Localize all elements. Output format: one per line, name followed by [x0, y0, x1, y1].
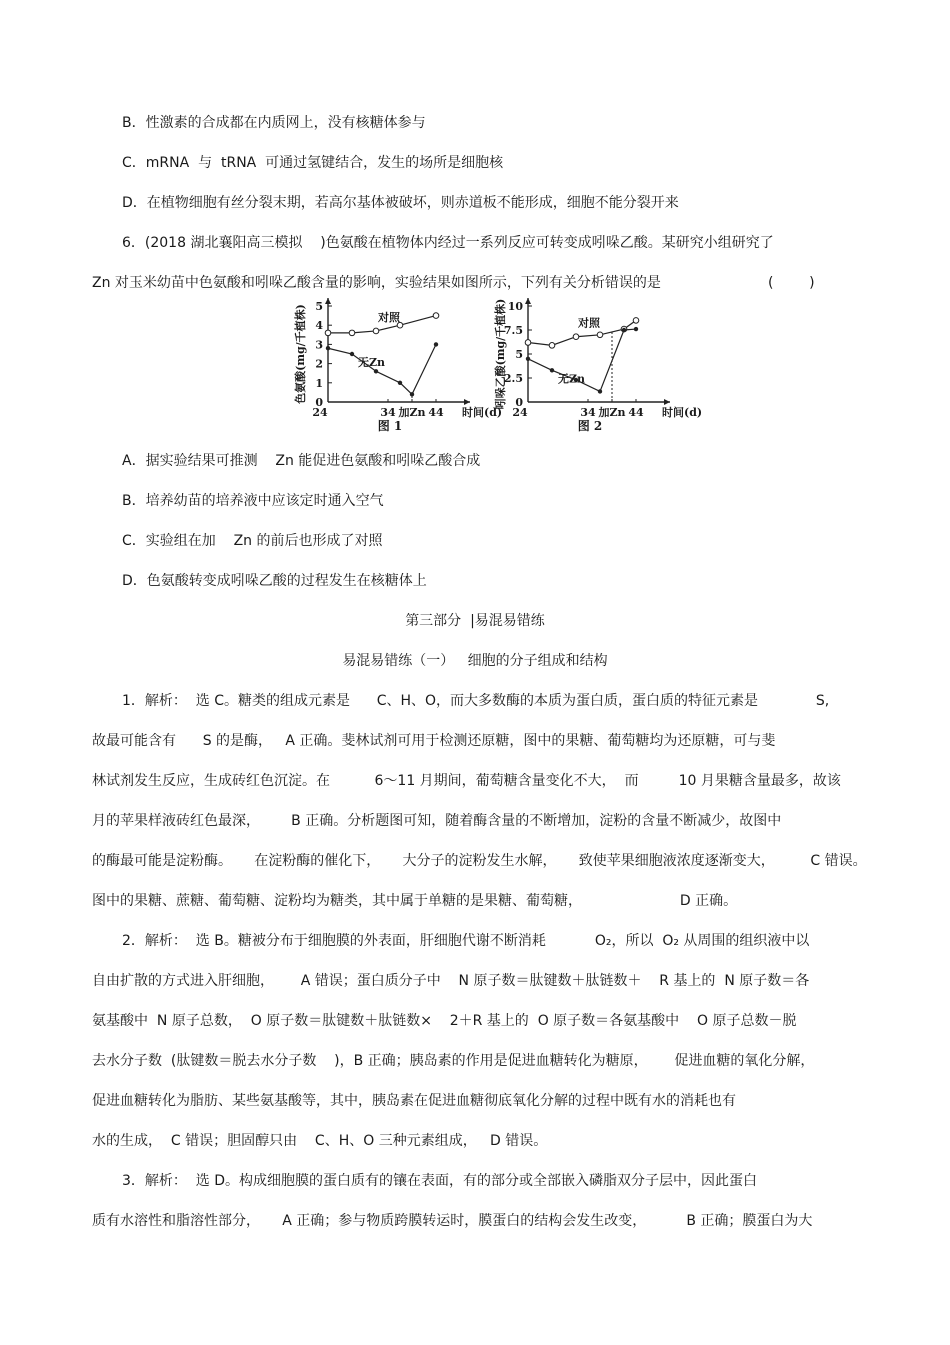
option-c-line: C．mRNA 与 tRNA 可通过氢键结合，发生的场所是细胞核 [122, 155, 504, 171]
x-tick-label: 24 [512, 406, 528, 419]
data-point-control [349, 330, 355, 336]
data-point-control [433, 313, 439, 319]
q6-option-a: A．据实验结果可推测 Zn 能促进色氨酸和吲哚乙酸合成 [122, 453, 481, 469]
answer-paren: ( ) [768, 275, 815, 291]
y-tick-label: 0 [315, 396, 323, 409]
data-point-no-zn [634, 327, 638, 331]
data-point-no-zn [374, 369, 378, 373]
y-tick-label: 2.5 [503, 372, 523, 385]
y-tick-label: 2 [315, 357, 323, 371]
data-point-no-zn [410, 392, 414, 396]
data-point-no-zn [326, 346, 330, 350]
x-tick-label: 加Zn [398, 406, 426, 419]
data-point-control [573, 334, 579, 340]
x-tick-label: 加Zn [598, 406, 626, 419]
y-tick-label: 1 [315, 376, 323, 390]
x-axis-label: 时间(d) [462, 406, 503, 419]
series-line-no-zn [328, 344, 436, 394]
option-b-line: B．性激素的合成都在内质网上，没有核糖体参与 [122, 115, 426, 131]
answer-2-line: 2．解析： 选 B。糖被分布于细胞膜的外表面，肝细胞代谢不断消耗 O₂，所以 O₂ 从周围的组织液中以 [122, 933, 810, 949]
y-axis-arrow [525, 298, 531, 304]
y-axis-label: 吲哚乙酸(mg/千植株) [494, 298, 507, 410]
data-point-no-zn [598, 389, 602, 393]
answer-2-line: 去水分子数 (肽键数＝脱去水分子数 )，B 正确；胰岛素的作用是促进血糖转化为糖原， 促进血糖的氧化分解， [92, 1053, 815, 1069]
q6-option-d: D．色氨酸转变成吲哚乙酸的过程发生在核糖体上 [122, 573, 427, 589]
answer-2-line: 自由扩散的方式进入肝细胞， A 错误；蛋白质分子中 N 原子数＝肽键数＋肽链数＋ R 基上的 N 原子数＝各 [92, 973, 810, 989]
series-label: 无Zn [558, 372, 586, 386]
q6-option-b: B．培养幼苗的培养液中应该定时通入空气 [122, 493, 384, 509]
x-tick-label: 34 [580, 406, 596, 419]
data-point-no-zn [434, 342, 438, 346]
series-label: 无Zn [358, 356, 386, 369]
question-6-stem-line1: 6．(2018 湖北襄阳高三模拟 )色氨酸在植物体内经过一系列反应可转变成吲哚乙酸。某研究小组研究了 [122, 235, 774, 251]
series-label: 对照 [578, 316, 600, 330]
x-axis-label: 时间(d) [662, 406, 703, 419]
data-point-no-zn [526, 357, 530, 361]
data-point-control [525, 340, 531, 346]
x-tick-label: 44 [428, 406, 444, 419]
chart-title: 图 2 [577, 419, 603, 433]
y-tick-label: 10 [507, 300, 523, 313]
answer-3-line: 3．解析： 选 D。构成细胞膜的蛋白质有的镶在表面，有的部分或全部嵌入磷脂双分子层中，因此蛋白 [122, 1173, 758, 1189]
data-point-control [597, 332, 603, 338]
x-axis-arrow [664, 399, 670, 405]
answer-2-line: 氨基酸中 N 原子总数， O 原子数＝肽键数＋肽链数× 2＋R 基上的 O 原子数＝各氨基酸中 O 原子总数－脱 [92, 1013, 797, 1029]
data-point-control [633, 318, 639, 324]
y-axis-arrow [325, 298, 331, 304]
question-6-stem-line2: Zn 对玉米幼苗中色氨酸和吲哚乙酸含量的影响，实验结果如图所示，下列有关分析错误的是 [92, 275, 661, 291]
answer-2-line: 促进血糖转化为脂肪、某些氨基酸等，其中，胰岛素在促进血糖彻底氧化分解的过程中既有水的消耗也有 [92, 1093, 736, 1109]
data-point-control [549, 343, 555, 349]
data-point-no-zn [550, 368, 554, 372]
x-axis-arrow [464, 399, 470, 405]
answer-3-line: 质有水溶性和脂溶性部分， A 正确；参与物质跨膜转运时，膜蛋白的结构会发生改变， B 正确；膜蛋白为大 [92, 1213, 813, 1229]
y-tick-label: 7.5 [503, 324, 523, 337]
x-tick-label: 34 [380, 406, 396, 419]
section-subheading: 易混易错练（一） 细胞的分子组成和结构 [342, 653, 608, 669]
y-tick-label: 5 [315, 300, 323, 313]
data-point-no-zn [622, 328, 626, 332]
figure-2 [492, 296, 702, 440]
y-axis-label: 色氨酸(mg/千植株) [294, 304, 307, 404]
answer-2-line: 水的生成， C 错误；胆固醇只由 C、H、O 三种元素组成， D 错误。 [92, 1133, 548, 1149]
q6-option-c: C．实验组在加 Zn 的前后也形成了对照 [122, 533, 383, 549]
x-tick-label: 44 [628, 406, 644, 419]
data-point-no-zn [398, 381, 402, 385]
y-tick-label: 4 [315, 319, 323, 333]
answer-1-line: 图中的果糖、蔗糖、葡萄糖、淀粉均为糖类，其中属于单糖的是果糖、葡萄糖， D 正确。 [92, 893, 738, 909]
section-heading: 第三部分 |易混易错练 [405, 613, 545, 629]
answer-1-line: 1．解析： 选 C。糖类的组成元素是 C、H、O，而大多数酶的本质为蛋白质，蛋白质的特征元素是 S, [122, 693, 830, 709]
option-d-line: D．在植物细胞有丝分裂末期，若高尔基体被破坏，则赤道板不能形成，细胞不能分裂开来 [122, 195, 679, 211]
y-tick-label: 0 [515, 396, 523, 409]
data-point-no-zn [350, 352, 354, 356]
answer-1-line: 月的苹果样液砖红色最深， B 正确。分析题图可知，随着酶含量的不断增加，淀粉的含量不断减少，故图中 [92, 813, 782, 829]
data-point-control [373, 328, 379, 334]
y-tick-label: 3 [315, 338, 323, 352]
chart-title: 图 1 [377, 419, 403, 433]
series-label: 对照 [378, 310, 400, 324]
data-point-control [325, 330, 331, 336]
x-tick-label: 24 [312, 406, 328, 419]
answer-1-line: 故最可能含有 S 的是酶， A 正确。斐林试剂可用于检测还原糖，图中的果糖、葡萄糖均为还原糖，可与斐 [92, 733, 776, 749]
y-tick-label: 5 [515, 348, 523, 361]
chart-figure-2 [492, 296, 702, 436]
answer-1-line: 的酶最可能是淀粉酶。 在淀粉酶的催化下， 大分子的淀粉发生水解， 致使苹果细胞液浓度逐渐变大， C 错误。 [92, 853, 867, 869]
answer-1-line: 林试剂发生反应，生成砖红色沉淀。在 6～11 月期间，葡萄糖含量变化不大， 而 10 月果糖含量最多，故该 [92, 773, 841, 789]
